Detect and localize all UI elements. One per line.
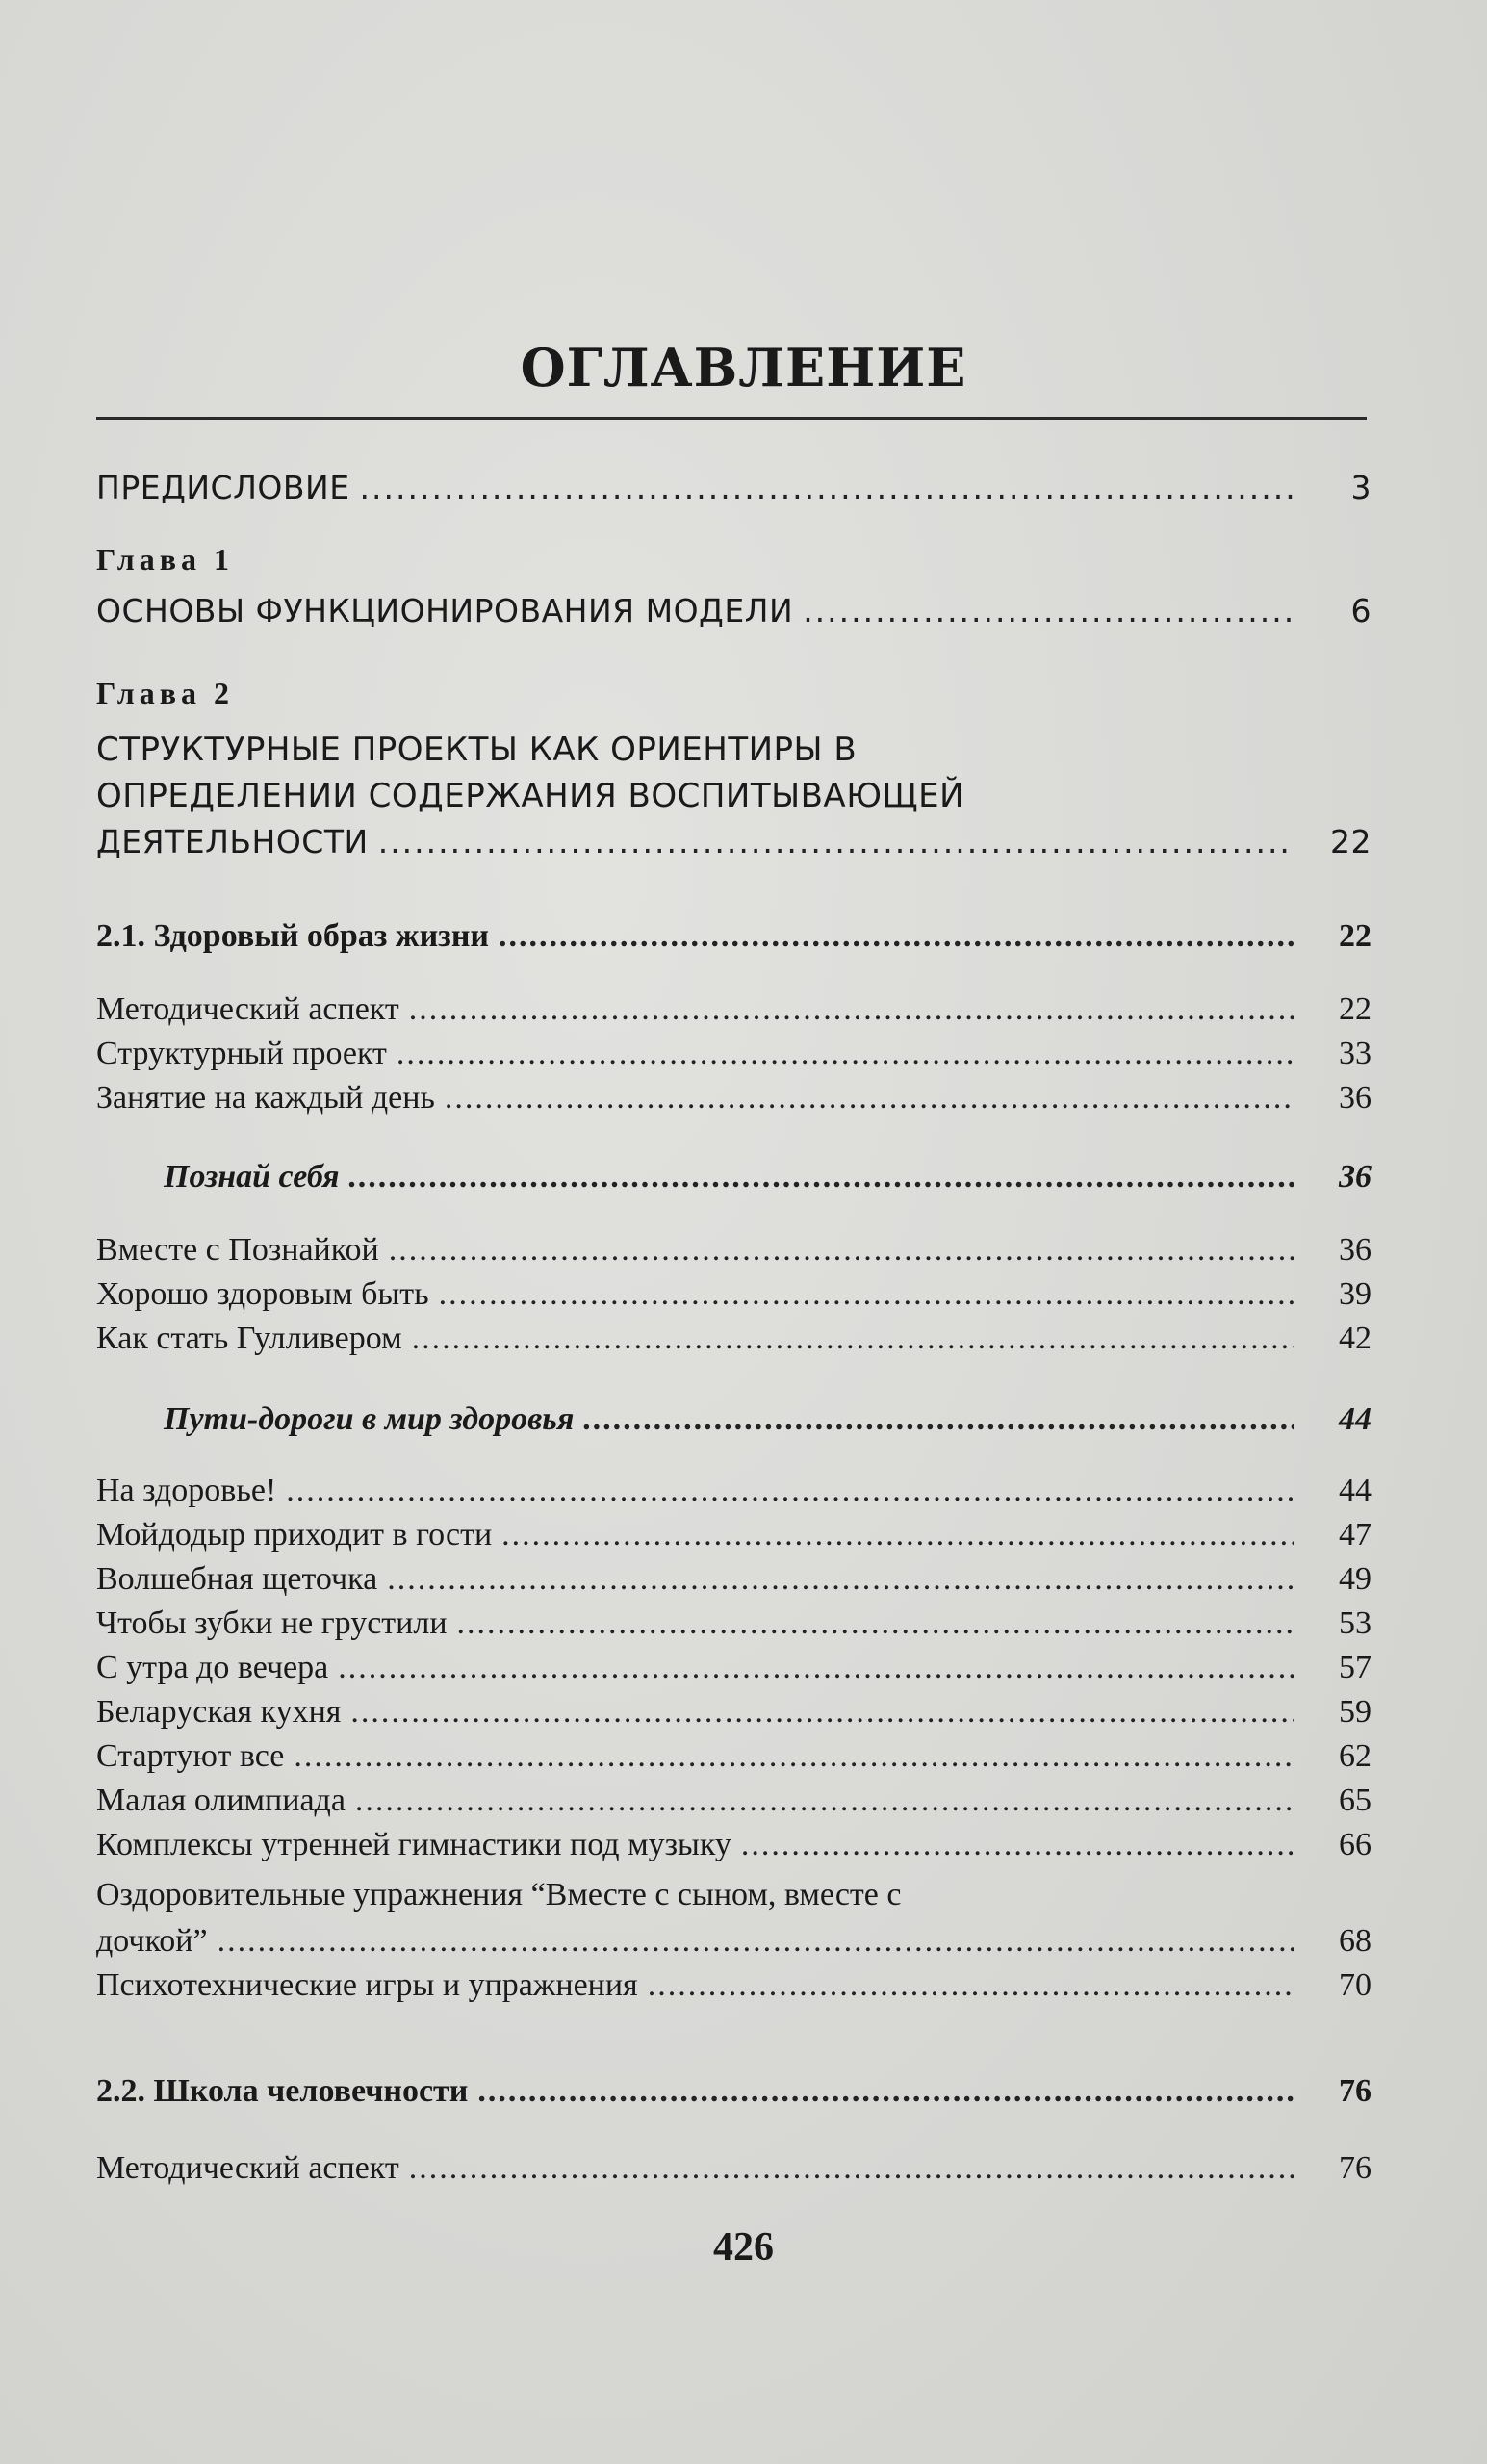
toc-entry-label: Хорошо здоровым быть <box>96 1276 429 1312</box>
toc-entry <box>96 1228 1372 1272</box>
toc-entry-label: Чтобы зубки не грустили <box>96 1605 448 1641</box>
leader-dots <box>389 1228 1294 1272</box>
leader-dots <box>397 1032 1294 1076</box>
toc-entry-label: Мойдодыр приходит в гости <box>96 1517 493 1553</box>
toc-entry-page: 33 <box>1339 1036 1372 1071</box>
leader-dots <box>355 1779 1294 1823</box>
chapter-2-title-line-1: СТРУКТУРНЫЕ ПРОЕКТЫ КАК ОРИЕНТИРЫ В <box>96 731 858 769</box>
leader-dots <box>409 988 1294 1032</box>
toc-entry-label: Методический аспект <box>96 991 399 1027</box>
leader-dots <box>499 914 1294 959</box>
toc-entry <box>96 1734 1372 1779</box>
toc-entry-chapter-1 <box>96 589 1372 633</box>
toc-entry-page: 36 <box>1339 1159 1372 1194</box>
toc-entry <box>96 1513 1372 1557</box>
toc-entry <box>96 1690 1372 1734</box>
toc-entry <box>96 1646 1372 1690</box>
toc-entry <box>96 1272 1372 1317</box>
toc-entry <box>96 988 1372 1032</box>
toc-entry-label: ОСНОВЫ ФУНКЦИОНИРОВАНИЯ МОДЕЛИ <box>96 592 794 629</box>
leader-dots <box>803 589 1294 633</box>
toc-entry-page: 59 <box>1339 1694 1372 1730</box>
chapter-heading-2: Глава 2 <box>96 676 234 710</box>
toc-entry-page: 49 <box>1339 1561 1372 1597</box>
toc-entry <box>96 1469 1372 1513</box>
leader-dots <box>445 1076 1294 1120</box>
leader-dots <box>457 1602 1294 1646</box>
toc-entry-preface <box>96 466 1372 510</box>
toc-entry-label: Занятие на каждый день <box>96 1080 435 1116</box>
toc-entry-page: 76 <box>1339 2073 1372 2109</box>
title-rule <box>96 417 1367 420</box>
toc-entry-page: 42 <box>1339 1321 1372 1356</box>
toc-entry-page: 57 <box>1339 1650 1372 1685</box>
page-number: 426 <box>713 2225 774 2270</box>
leader-dots <box>412 1317 1294 1361</box>
toc-entry-page: 68 <box>1339 1923 1372 1959</box>
toc-entry-label: Беларуская кухня <box>96 1694 342 1730</box>
toc-entry-label: дочкой” <box>96 1923 208 1959</box>
toc-entry-page: 70 <box>1339 1967 1372 2003</box>
toc-entry-label: С утра до вечера <box>96 1650 329 1685</box>
chapter-2-title-line-2: ОПРЕДЕЛЕНИИ СОДЕРЖАНИЯ ВОСПИТЫВАЮЩЕЙ <box>96 777 964 815</box>
toc-entry-page: 22 <box>1330 823 1372 860</box>
toc-entry-page: 44 <box>1339 1401 1372 1437</box>
leader-dots <box>477 2069 1294 2114</box>
leader-dots <box>218 1919 1294 1964</box>
toc-entry-psycho <box>96 1964 1372 2008</box>
toc-entry-label: Стартуют все <box>96 1738 285 1774</box>
toc-entry-section-2-2 <box>96 2069 1372 2114</box>
leader-dots <box>583 1398 1294 1442</box>
toc-entry-page: 65 <box>1339 1783 1372 1818</box>
leader-dots <box>294 1734 1294 1779</box>
toc-entry <box>96 2146 1372 2191</box>
leader-dots <box>741 1823 1294 1867</box>
toc-entry-chapter-2 <box>96 820 1372 864</box>
toc-entry-label: 2.2. Школа человечности <box>96 2073 469 2109</box>
toc-entry-page: 53 <box>1339 1605 1372 1641</box>
leader-dots <box>348 1155 1294 1199</box>
toc-entry-label: ДЕЯТЕЛЬНОСТИ <box>96 823 369 860</box>
leader-dots <box>286 1469 1294 1513</box>
toc-entry-page: 39 <box>1339 1276 1372 1312</box>
toc-entry-page: 66 <box>1339 1827 1372 1862</box>
leader-dots <box>409 2146 1294 2191</box>
toc-entry-label: Малая олимпиада <box>96 1783 346 1818</box>
leader-dots <box>439 1272 1294 1317</box>
toc-entry <box>96 1076 1372 1120</box>
leader-dots <box>378 820 1294 864</box>
toc-entry-label: 2.1. Здоровый образ жизни <box>96 918 490 954</box>
leader-dots <box>387 1557 1294 1602</box>
toc-entry-label: Волшебная щеточка <box>96 1561 378 1597</box>
leader-dots <box>350 1690 1294 1734</box>
chapter-heading-1: Глава 1 <box>96 542 234 577</box>
toc-entry <box>96 1557 1372 1602</box>
toc-entry-label: Как стать Гулливером <box>96 1321 402 1356</box>
toc-entry-page: 47 <box>1339 1517 1372 1553</box>
toc-entry-exercise <box>96 1919 1372 1964</box>
toc-entry-label: Структурный проект <box>96 1036 387 1071</box>
toc-entry-exercise-line-1: Оздоровительные упражнения “Вместе с сыном, вместе с <box>96 1877 902 1912</box>
toc-entry-subsection <box>164 1155 1372 1199</box>
toc-entry-section-2-1 <box>96 914 1372 959</box>
leader-dots <box>648 1964 1294 2008</box>
toc-entry-label: Психотехнические игры и упражнения <box>96 1967 638 2003</box>
toc-entry-page: 3 <box>1350 469 1372 506</box>
toc-entry-label: ПРЕДИСЛОВИЕ <box>96 469 350 506</box>
toc-entry-page: 36 <box>1339 1232 1372 1268</box>
toc-entry <box>96 1602 1372 1646</box>
toc-entry <box>96 1779 1372 1823</box>
toc-entry <box>96 1317 1372 1361</box>
toc-entry-page: 6 <box>1350 592 1372 629</box>
toc-entry-page: 36 <box>1339 1080 1372 1116</box>
toc-entry-label: Комплексы утренней гимнастики под музыку <box>96 1827 731 1862</box>
toc-entry-page: 62 <box>1339 1738 1372 1774</box>
toc-entry-page: 76 <box>1339 2150 1372 2186</box>
toc-entry-label: Вместе с Познайкой <box>96 1232 379 1268</box>
toc-entry-label: На здоровье! <box>96 1473 277 1508</box>
toc-entry <box>96 1032 1372 1076</box>
page-title: ОГЛАВЛЕНИЕ <box>520 337 967 398</box>
toc-entry-page: 22 <box>1339 918 1372 954</box>
toc-entry-label: Пути-дороги в мир здоровья <box>164 1401 575 1437</box>
leader-dots <box>501 1513 1294 1557</box>
leader-dots <box>338 1646 1294 1690</box>
toc-entry-page: 22 <box>1339 991 1372 1027</box>
toc-entry-subsection <box>164 1398 1372 1442</box>
toc-entry <box>96 1823 1372 1867</box>
toc-entry-page: 44 <box>1339 1473 1372 1508</box>
toc-entry-label: Методический аспект <box>96 2150 399 2186</box>
leader-dots <box>360 466 1294 510</box>
toc-entry-label: Познай себя <box>164 1159 340 1194</box>
